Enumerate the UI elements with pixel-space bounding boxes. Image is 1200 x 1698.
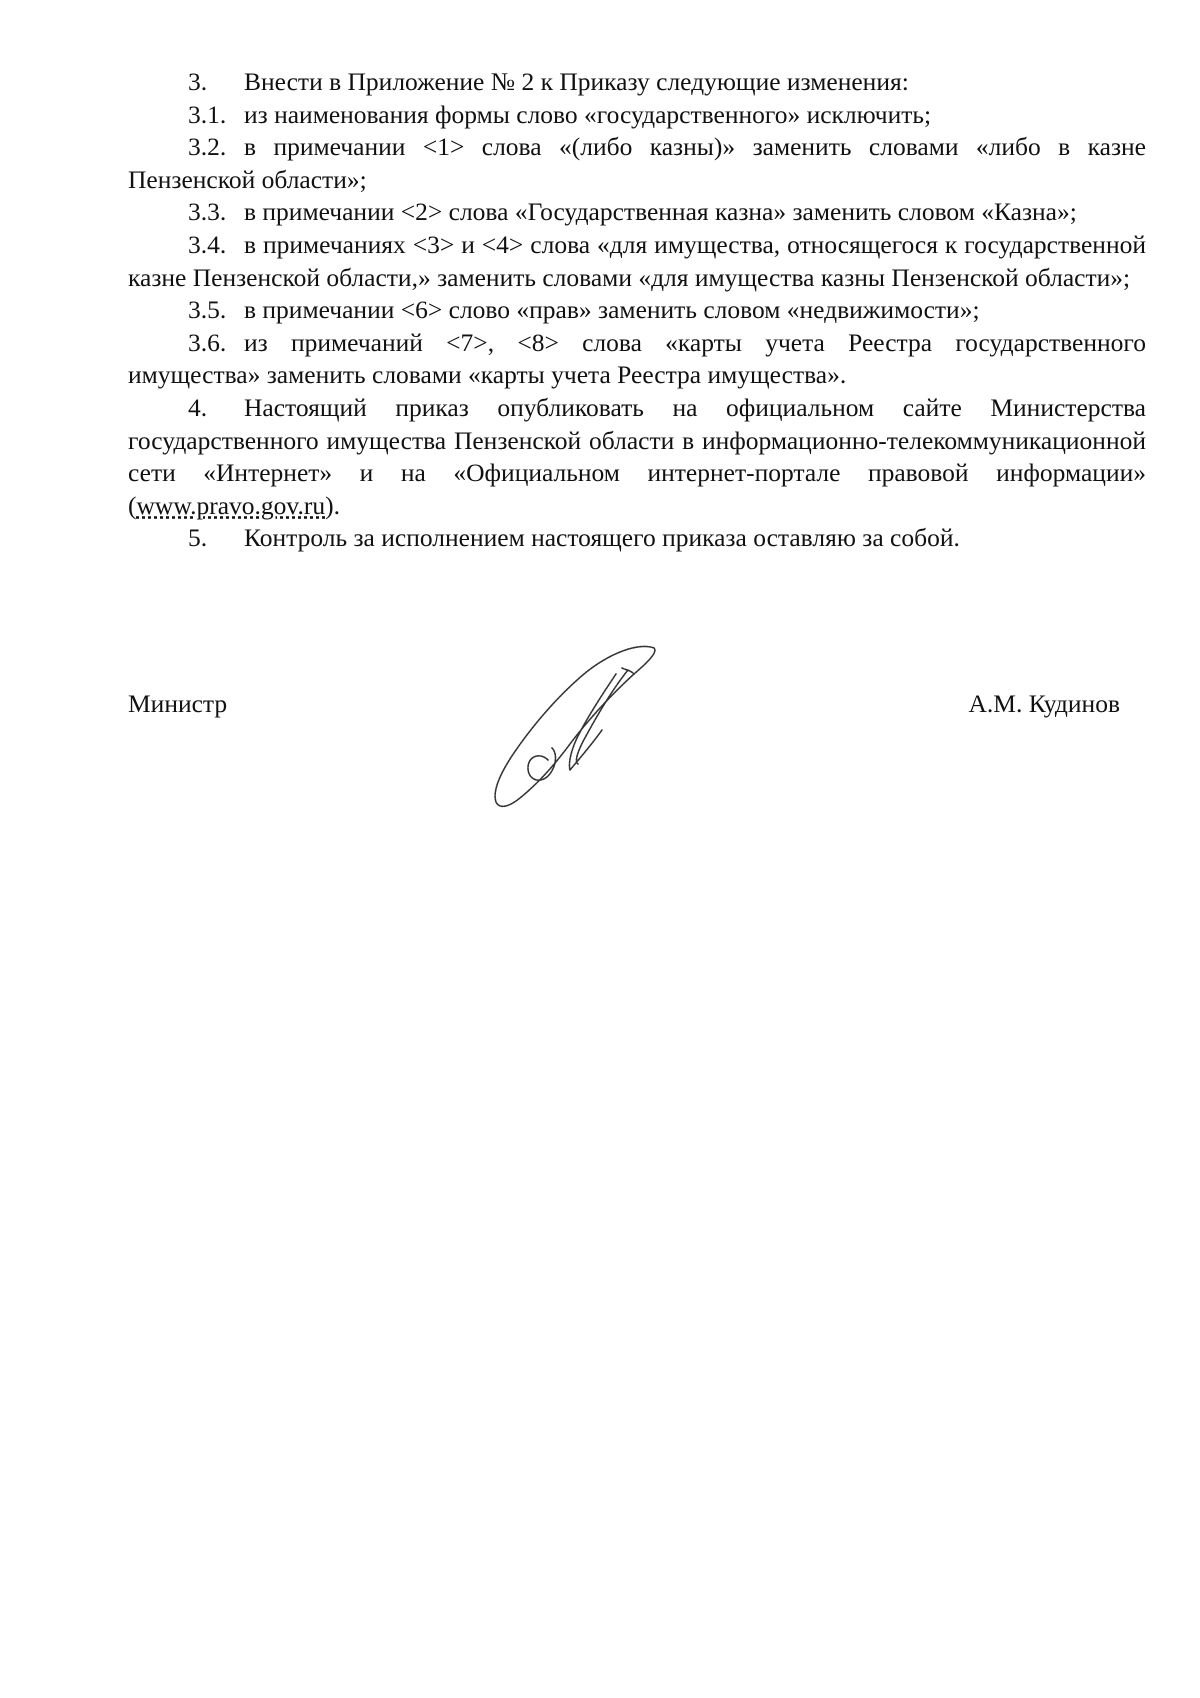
paragraph-3 (128, 66, 1146, 99)
paragraph-text: из наименования формы слово «государственного» исключить; (244, 99, 932, 129)
paragraph-number: 3. (188, 67, 208, 96)
paragraph-text: в примечаниях <3> и <4> слова «для имущества, относящегося к государственной казне Пензенской области,» заменить словами «для имущества казны Пензенской области»; (128, 229, 1146, 292)
handwritten-signature (488, 640, 728, 820)
paragraph-4 (128, 392, 1146, 522)
paragraph-text: из примечаний <7>, <8> слова «карты учета Реестра государственного имущества» заменить словами «карты учета Реестра имущества». (128, 327, 1146, 390)
document-body (128, 66, 1146, 555)
paragraph-text: в примечании <6> слово «прав» заменить словом «недвижимости»; (244, 295, 980, 325)
signatory-position: Министр (128, 689, 228, 718)
paragraph-text-end: ). (325, 490, 340, 520)
paragraph-text: в примечании <1> слова «(либо казны)» заменить словами «либо в казне Пензенской области»; (128, 132, 1146, 194)
paragraph-number: 3.5. (188, 295, 227, 325)
paragraph-3-2 (128, 131, 1146, 196)
paragraph-3-4 (128, 229, 1146, 294)
paragraph-text: Контроль за исполнением настоящего приказа оставляю за собой. (244, 523, 960, 553)
paragraph-number: 3.1. (188, 99, 227, 129)
paragraph-number: 3.6. (188, 327, 227, 357)
paragraph-text: Настоящий приказ опубликовать на официальном сайте Министерства государственного имущества Пензенской области в информационно-телекоммуникационной сети «Интернет» и на «Официальном интернет-портале правовой информации» ( (128, 392, 1146, 520)
paragraph-3-3 (128, 196, 1146, 229)
signatory-name: А.М. Кудинов (968, 689, 1120, 718)
paragraph-number: 3.4. (188, 229, 227, 259)
paragraph-3-5 (128, 294, 1146, 327)
pravo-gov-link[interactable]: www.pravo.gov.ru (136, 490, 326, 520)
paragraph-number: 3.2. (188, 132, 227, 162)
paragraph-5 (128, 522, 1146, 555)
paragraph-number: 4. (188, 392, 208, 422)
paragraph-number: 5. (188, 523, 208, 553)
paragraph-text: Внести в Приложение № 2 к Приказу следующие изменения: (244, 67, 909, 96)
paragraph-3-1 (128, 99, 1146, 132)
paragraph-number: 3.3. (188, 197, 227, 227)
paragraph-3-6 (128, 327, 1146, 392)
paragraph-text: в примечании <2> слова «Государственная казна» заменить словом «Казна»; (244, 197, 1077, 227)
